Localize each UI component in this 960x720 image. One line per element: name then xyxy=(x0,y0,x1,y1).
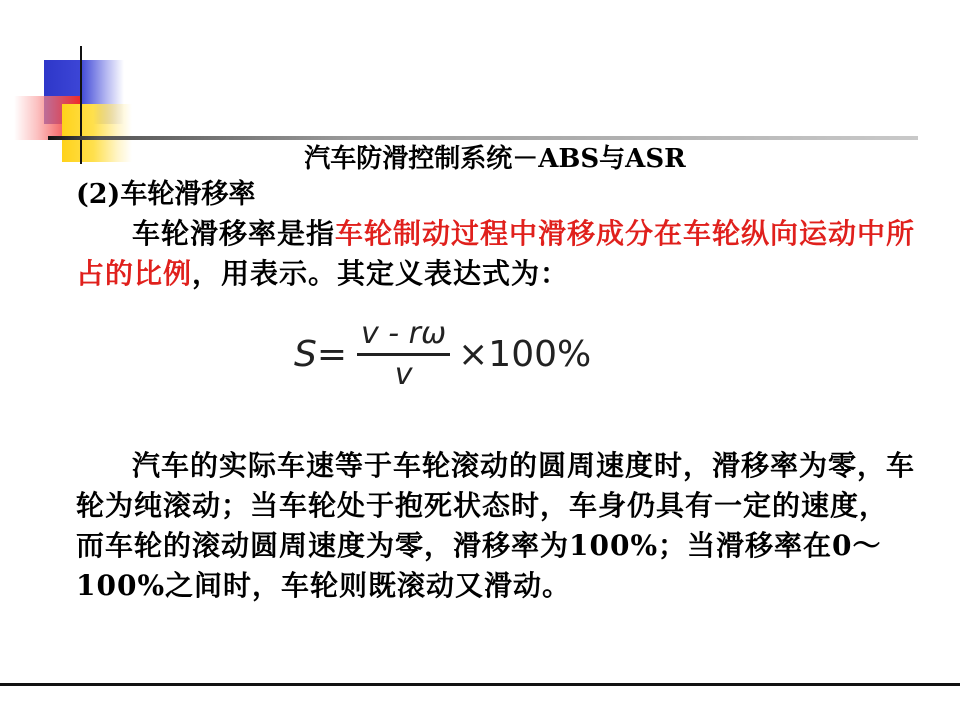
definition-lead: 车轮滑移率是指 xyxy=(132,217,336,250)
formula-lhs: S= xyxy=(294,333,348,375)
definition-highlight: 车轮制动过程中滑移成分在车轮纵向运动中所占的比例 xyxy=(76,217,916,290)
slip-rate-formula xyxy=(294,312,591,396)
explanation-paragraph: 汽车的实际车速等于车轮滚动的圆周速度时，滑移率为零，车轮为纯滚动；当车轮处于抱死状态时，车身仍具有一定的速度，而车轮的滚动圆周速度为零，滑移率为100%；当滑移率在0～100%之间时，车轮则既滚动又滑动。 xyxy=(76,449,916,602)
definition-tail: ，用表示。其定义表达式为： xyxy=(192,257,570,290)
formula-fraction xyxy=(357,317,450,392)
section-heading: (2)车轮滑移率 xyxy=(76,179,256,210)
footer-rule xyxy=(0,683,960,686)
header-rule xyxy=(48,136,918,140)
slide-title: 汽车防滑控制系统－ABS与ASR xyxy=(304,144,686,174)
definition-paragraph xyxy=(76,214,916,294)
formula-numerator: v - rω xyxy=(361,315,447,351)
fraction-bar xyxy=(357,353,450,356)
formula-denominator: v xyxy=(394,356,413,392)
formula-percent: ×100% xyxy=(458,333,592,375)
